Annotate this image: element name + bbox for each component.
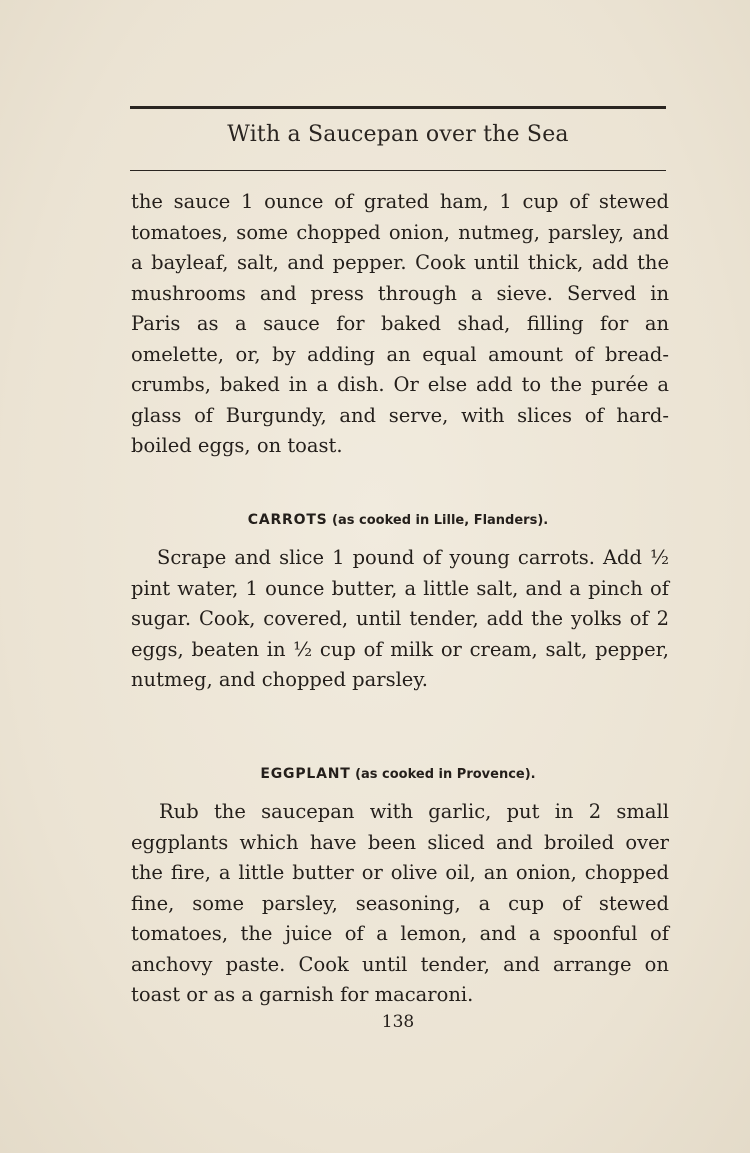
header-rule-bottom [130, 170, 666, 171]
continued-paragraph: the sauce 1 ounce of grated ham, 1 cup of stewed tomatoes, some chopped onion, nutmeg, parsley, and a bayleaf, salt, and pepper. Cook until thick, add the mushrooms and press through a sieve. Served in Paris as a sauce for baked shad, filling for an omelette, or, by adding an equal amount of bread-crumbs, baked in a dish. Or else add to the purée a glass of Burgundy, and serve, with slices of hard-boiled eggs, on toast. [131, 190, 669, 457]
recipe-title: CARROTS [247, 512, 328, 528]
header-rule-top [130, 106, 666, 109]
recipe-text-carrots: Scrape and slice 1 pound of young carrots. Add ½ pint water, 1 ounce butter, a little salt, and a pinch of sugar. Cook, covered, until tender, add the yolks of 2 eggs, beaten in ½ cup of milk or cream, salt, pepper, nutmeg, and chopped parsley. [131, 546, 669, 691]
recipe-text-eggplant: Rub the saucepan with garlic, put in 2 small eggplants which have been sliced and broiled over the fire, a little butter or olive oil, an onion, chopped fine, some parsley, seasoning, a cup of stewed tomatoes, the juice of a lemon, and a spoonful of anchovy paste. Cook until tender, and arrange on toast or as a garnish for macaroni. [131, 800, 669, 1006]
recipe-heading-carrots [130, 512, 666, 528]
recipe-note: (as cooked in Lille, Flanders). [332, 513, 549, 528]
running-head: With a Saucepan over the Sea [227, 122, 569, 147]
recipe-title: EGGPLANT [260, 766, 351, 782]
recipe-heading-eggplant [130, 766, 666, 782]
recipe-note: (as cooked in Provence). [355, 767, 536, 782]
page-number: 138 [381, 1012, 415, 1032]
